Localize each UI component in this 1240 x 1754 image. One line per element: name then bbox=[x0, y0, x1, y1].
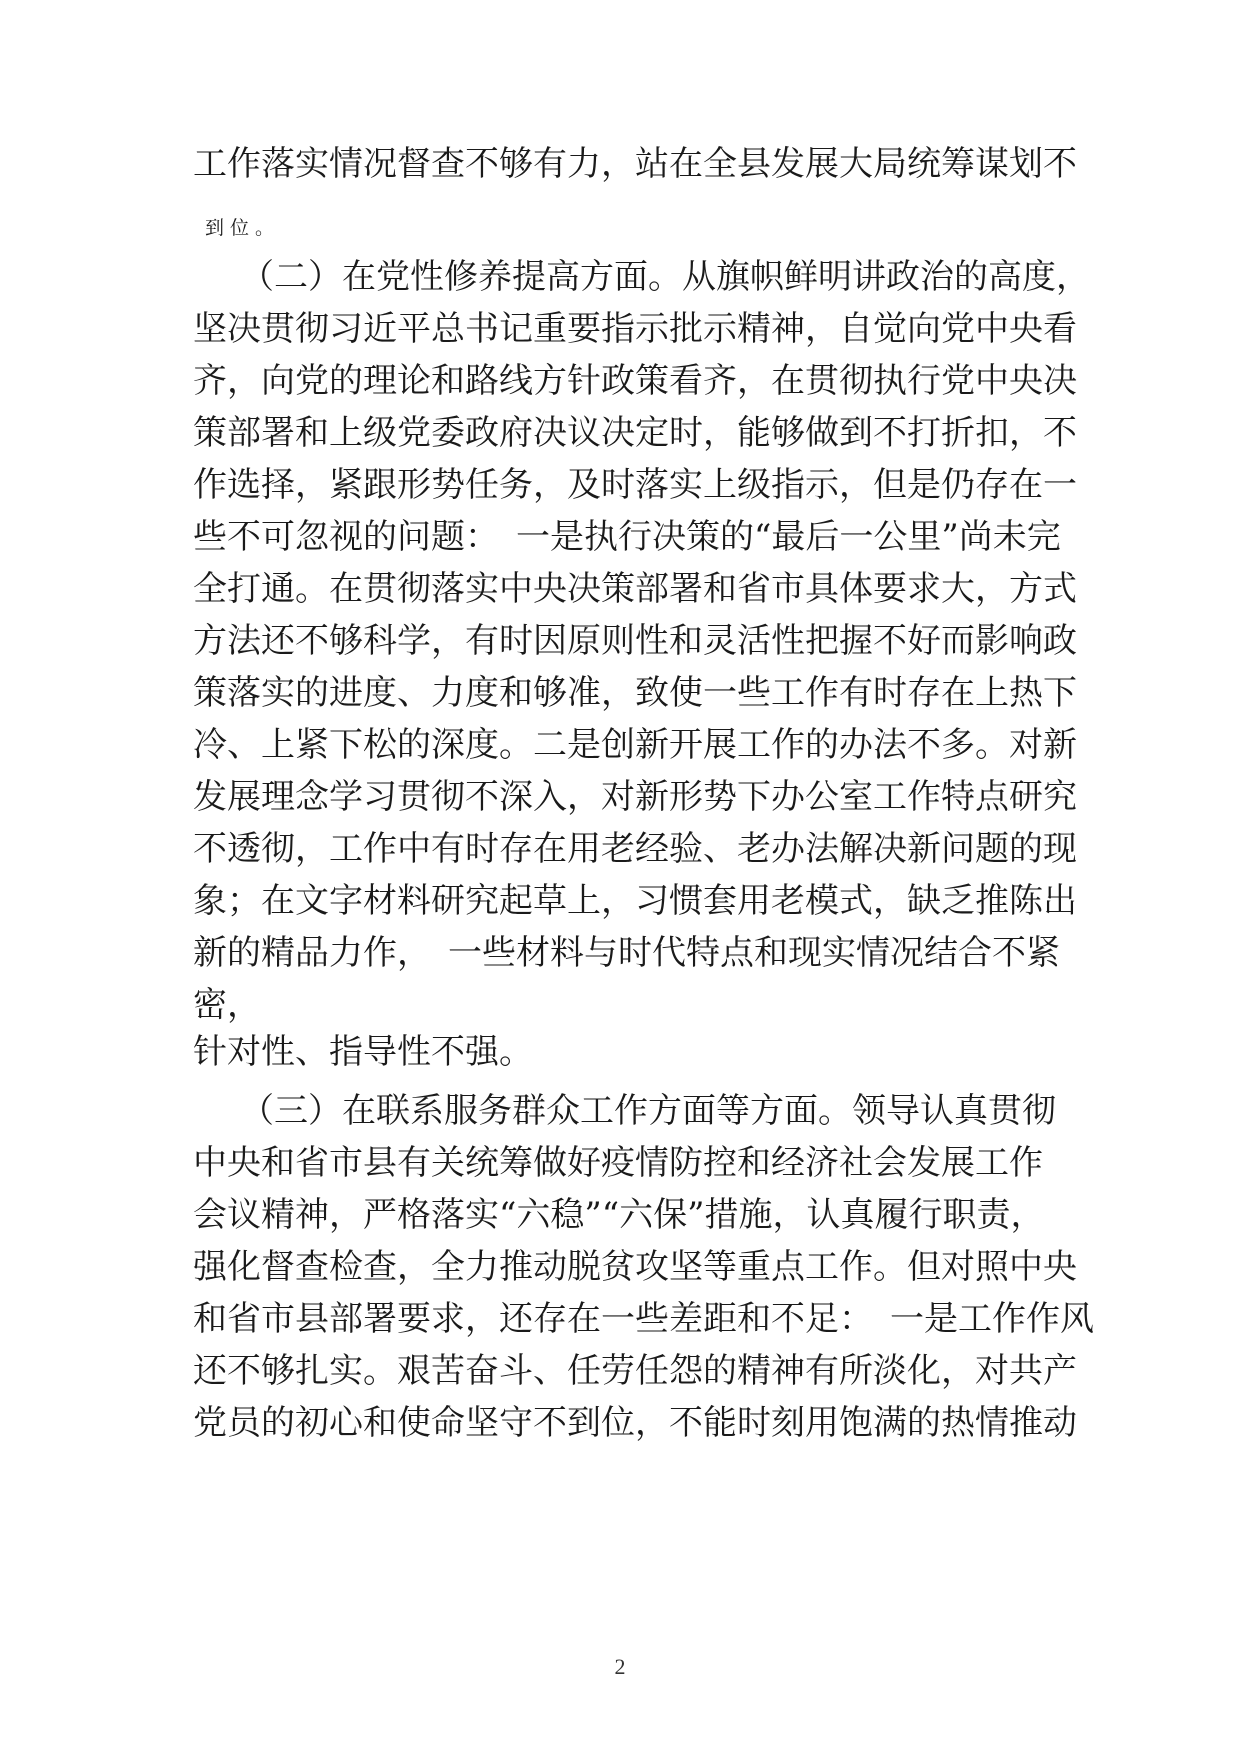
body-line: 会议精神，严格落实“六稳”“六保”措施，认真履行职责， bbox=[193, 1195, 1045, 1235]
section-heading-3: （三）在联系服务群众工作方面等方面。领导认真贯彻 bbox=[240, 1091, 1056, 1131]
body-line: 冷、上紧下松的深度。二是创新开展工作的办法不多。对新 bbox=[193, 725, 1077, 765]
body-line: 中央和省市县有关统筹做好疫情防控和经济社会发展工作 bbox=[193, 1143, 1043, 1183]
body-line: 工作落实情况督查不够有力，站在全县发展大局统筹谋划不 bbox=[193, 144, 1077, 184]
section-heading-2: （二）在党性修养提高方面。从旗帜鲜明讲政治的高度， bbox=[240, 257, 1090, 297]
page-number: 2 bbox=[614, 1654, 626, 1679]
body-line: 全打通。在贯彻落实中央决策部署和省市具体要求大，方式 bbox=[193, 569, 1077, 609]
body-line: 作选择，紧跟形势任务，及时落实上级指示，但是仍存在一 bbox=[193, 465, 1077, 505]
body-line: 坚决贯彻习近平总书记重要指示批示精神，自觉向党中央看 bbox=[193, 309, 1077, 349]
body-line: 党员的初心和使命坚守不到位，不能时刻用饱满的热情推动 bbox=[193, 1403, 1077, 1443]
body-line: 象；在文字材料研究起草上，习惯套用老模式，缺乏推陈出 bbox=[193, 881, 1077, 921]
body-line: 方法还不够科学，有时因原则性和灵活性把握不好而影响政 bbox=[193, 621, 1077, 661]
body-line: 新的精品力作， 一些材料与时代特点和现实情况结合不紧 bbox=[193, 933, 1060, 973]
body-line: 策落实的进度、力度和够准，致使一些工作有时存在上热下 bbox=[193, 673, 1077, 713]
body-line: 不透彻，工作中有时存在用老经验、老办法解决新问题的现 bbox=[193, 829, 1077, 869]
body-line: 针对性、指导性不强。 bbox=[193, 1032, 533, 1072]
body-line: 还不够扎实。艰苦奋斗、任劳任怨的精神有所淡化，对共产 bbox=[193, 1351, 1077, 1391]
body-line: 密， bbox=[193, 985, 261, 1025]
body-line: 强化督查检查，全力推动脱贫攻坚等重点工作。但对照中央 bbox=[193, 1247, 1077, 1287]
body-line: 和省市县部署要求，还存在一些差距和不足： 一是工作作风 bbox=[193, 1299, 1094, 1339]
body-line: 策部署和上级党委政府决议决定时，能够做到不打折扣，不 bbox=[193, 413, 1077, 453]
body-line: 发展理念学习贯彻不深入，对新形势下办公室工作特点研究 bbox=[193, 777, 1077, 817]
body-line: 到位。 bbox=[205, 217, 281, 239]
body-line: 些不可忽视的问题： 一是执行决策的“最后一公里”尚未完 bbox=[193, 517, 1061, 557]
body-line: 齐，向党的理论和路线方针政策看齐，在贯彻执行党中央决 bbox=[193, 361, 1077, 401]
